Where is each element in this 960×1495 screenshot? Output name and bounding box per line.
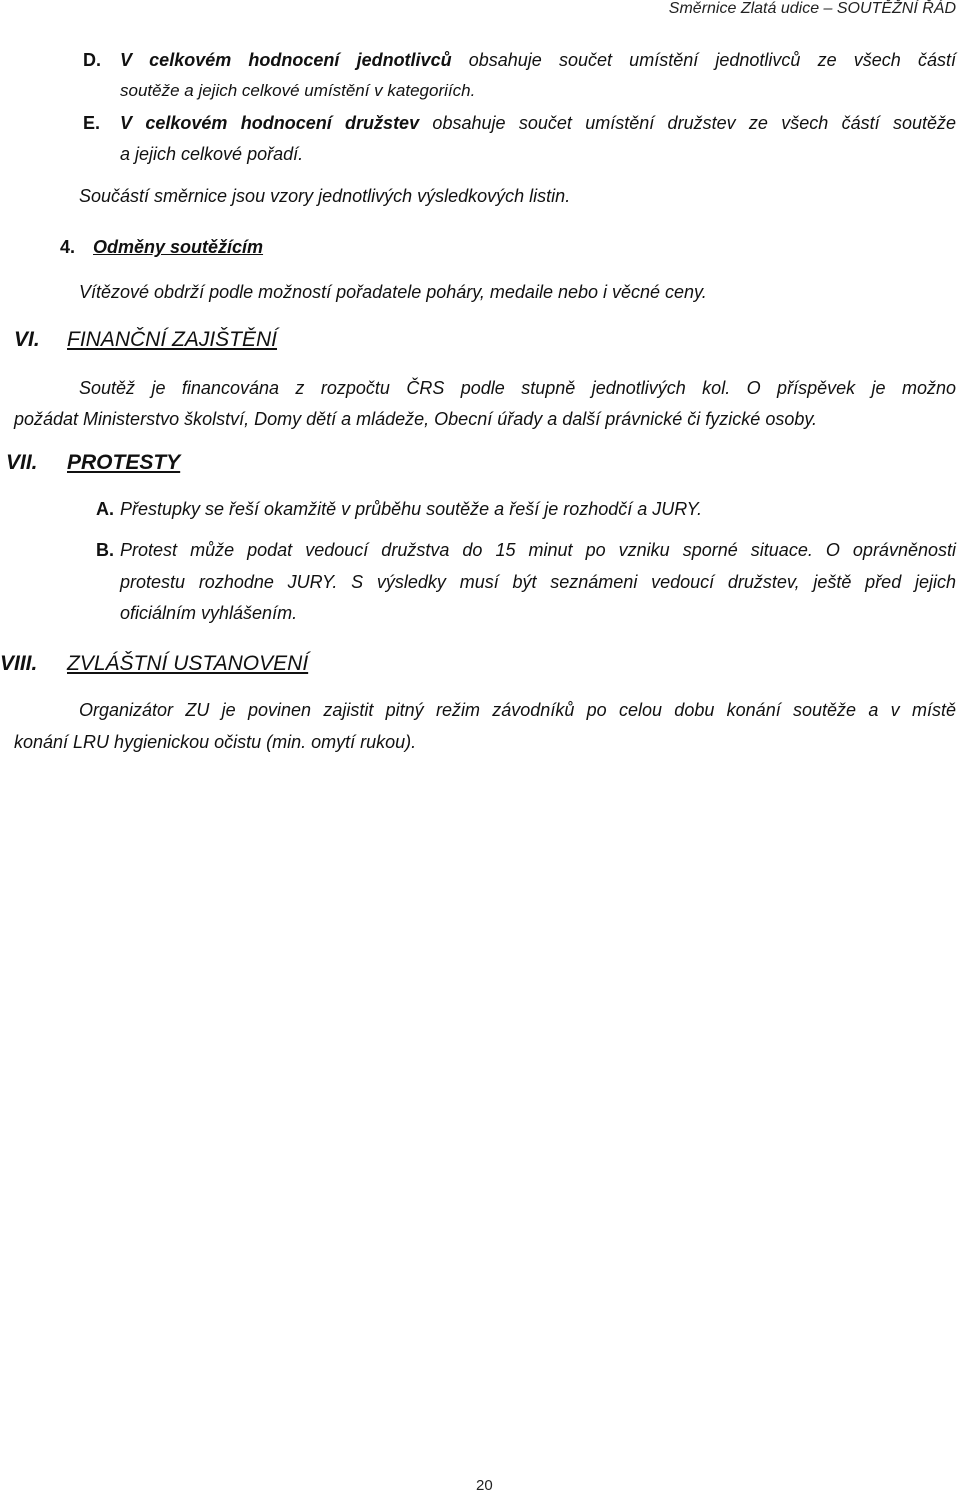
item-d-line1 — [120, 48, 956, 72]
item-d-bold: V celkovém hodnocení jednotlivců — [120, 50, 452, 70]
item-a-text: Přestupky se řeší okamžitě v průběhu soutěže a řeší je rozhodčí a JURY. — [120, 499, 702, 519]
item-d-rest: obsahuje součet umístění jednotlivců ze všech částí — [451, 50, 956, 70]
item-e-rest: obsahuje součet umístění družstev ze všech částí soutěže — [419, 113, 957, 133]
section-8-number: VIII. — [0, 652, 38, 675]
templates-note: Součástí směrnice jsou vzory jednotlivých výsledkových listin. — [79, 186, 571, 206]
section-6-line1: Soutěž je financována z rozpočtu ČRS podle stupně jednotlivých kol. O příspěvek je možno — [79, 378, 956, 398]
section-7-number: VII. — [6, 451, 38, 474]
section-8-title: ZVLÁŠTNÍ USTANOVENÍ — [67, 652, 309, 675]
item-d-line2: soutěže a jejich celkové umístění v kategoriích. — [120, 81, 476, 100]
item-e-bold: V celkovém hodnocení družstev — [120, 113, 420, 133]
section-7-title: PROTESTY — [67, 451, 181, 474]
item-b-label: B. — [96, 540, 114, 560]
section-8-line2: konání LRU hygienickou očistu (min. omytí rukou). — [14, 732, 417, 752]
item-d-label: D. — [83, 50, 101, 70]
item-e-line1 — [120, 111, 956, 135]
item-e-line2: a jejich celkové pořadí. — [120, 144, 304, 164]
subsection-4-title: Odměny soutěžícím — [93, 237, 264, 257]
subsection-4-text: Vítězové obdrží podle možností pořadatele poháry, medaile nebo i věcné ceny. — [79, 282, 707, 302]
item-a-label: A. — [96, 499, 114, 519]
section-8-line1: Organizátor ZU je povinen zajistit pitný režim závodníků po celou dobu konání soutěže a v místě — [79, 700, 956, 720]
item-b-line3: oficiálním vyhlášením. — [120, 603, 298, 623]
item-b-line2: protestu rozhodne JURY. S výsledky musí být seznámeni vedoucí družstev, ještě před jejich — [120, 572, 956, 592]
page-number: 20 — [476, 1477, 493, 1494]
section-6-line2: požádat Ministerstvo školství, Domy dětí a mládeže, Obecní úřady a další právnické či fyzické osoby. — [14, 409, 818, 429]
section-6-number: VI. — [14, 328, 40, 351]
running-header: Směrnice Zlatá udice – SOUTĚŽNÍ ŘÁD — [668, 0, 956, 17]
item-b-line1: Protest může podat vedoucí družstva do 15 minut po vzniku sporné situace. O oprávněnosti — [120, 540, 956, 560]
subsection-4-number: 4. — [60, 237, 76, 257]
item-e-label: E. — [83, 113, 101, 133]
section-6-title: FINANČNÍ ZAJIŠTĚNÍ — [67, 328, 278, 351]
